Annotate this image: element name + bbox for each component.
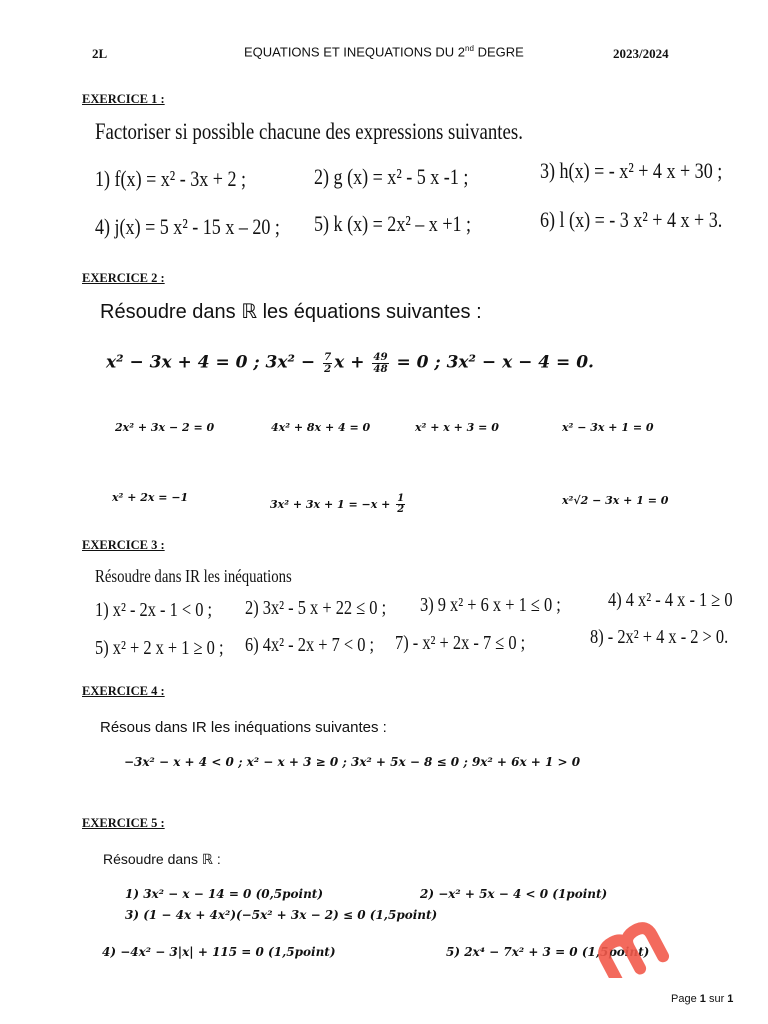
exercise-4-inequations: −3x² − x + 4 < 0 ; x² − x + 3 ≥ 0 ; 3x² + 5x − 8 ≤ 0 ; 9x² + 6x + 1 > 0 [124,755,581,769]
exercise-4-intro: Résous dans IR les inéquations suivantes : [100,719,387,736]
exercise-3-item-2: 2) 3x² - 5 x + 22 ≤ 0 ; [245,597,387,619]
class-label: 2L [92,46,108,61]
exercise-4-title: EXERCICE 4 : [82,684,165,698]
exercise-5-item-4: 4) −4x² − 3|x| + 115 = 0 (1,5point) [102,945,336,959]
fraction-7-2: $\frac{7}{2}$ [324,351,332,375]
exercise-2-eq-2: 4x² + 8x + 4 = 0 [271,421,371,434]
eq-part-b: x + [334,352,371,373]
exercise-3-item-8: 8) - 2x² + 4 x - 2 > 0. [590,626,729,648]
exercise-2-eq-1: 2x² + 3x − 2 = 0 [115,421,215,434]
exercise-3-item-7: 7) - x² + 2x - 7 ≤ 0 ; [395,632,526,654]
exercise-2-eq-5: x² + 2x = −1 [112,491,189,504]
exercise-2-main-equations [106,352,594,374]
eq-part-a: x² − 3x + 4 = 0 ; 3x² − [106,352,322,373]
exercise-3-item-6: 6) 4x² - 2x + 7 < 0 ; [245,634,375,656]
exercise-5-item-3: 3) (1 − 4x + 4x²)(−5x² + 3x − 2) ≤ 0 (1,5point) [125,908,438,922]
exercise-3-intro: Résoudre dans IR les inéquations [95,566,292,586]
exercise-5-item-5: 5) 2x⁴ − 7x² + 3 = 0 (1,5point) [446,945,650,959]
exercise-2-eq-3: x² + x + 3 = 0 [415,421,499,434]
page-footer: Page 1 sur 1 [671,993,734,1005]
exercise-5-item-2: 2) −x² + 5x − 4 < 0 (1point) [420,887,608,901]
title-main: EQUATIONS ET INEQUATIONS DU 2 [244,44,466,60]
exercise-3-item-4: 4) 4 x² - 4 x - 1 ≥ 0 [608,589,733,611]
exercise-3-item-5: 5) x² + 2 x + 1 ≥ 0 ; [95,637,224,659]
exercise-2-eq-7: x²√2 − 3x + 1 = 0 [562,494,669,507]
title-end: DEGRE [473,44,524,60]
exercise-1-item-3: 3) h(x) = - x² + 4 x + 30 ; [540,158,723,183]
exercise-2-eq-4: x² − 3x + 1 = 0 [562,421,654,434]
school-year: 2023/2024 [613,46,669,61]
exercise-3-item-1: 1) x² - 2x - 1 < 0 ; [95,599,213,621]
watermark-stroke [600,924,663,978]
fraction-49-48: $\frac{49}{48}$ [373,351,388,375]
exercise-1-item-2: 2) g (x) = x² - 5 x -1 ; [314,164,469,189]
fraction-1-2: $\frac{1}{2}$ [397,493,405,516]
exercise-1-item-5: 5) k (x) = 2x² – x +1 ; [314,211,472,236]
title-sup: nd [465,44,474,53]
eq-part-c: = 0 ; 3x² − x − 4 = 0. [390,352,594,373]
exercise-1-item-4: 4) j(x) = 5 x² - 15 x – 20 ; [95,214,280,239]
exercise-1-item-6: 6) l (x) = - 3 x² + 4 x + 3. [540,207,723,232]
exercise-1-item-1: 1) f(x) = x² - 3x + 2 ; [95,166,247,191]
exercise-1-intro: Factoriser si possible chacune des expressions suivantes. [95,119,523,144]
exercise-3-title: EXERCICE 3 : [82,538,165,552]
exercise-5-title: EXERCICE 5 : [82,816,165,830]
exercise-3-item-3: 3) 9 x² + 6 x + 1 ≤ 0 ; [420,594,561,616]
exercise-1-title: EXERCICE 1 : [82,92,165,106]
watermark-logo-icon [592,916,688,978]
document-title [244,44,524,59]
exercise-2-title: EXERCICE 2 : [82,271,165,285]
exercise-2-intro: Résoudre dans ℝ les équations suivantes : [100,301,482,323]
exercise-2-eq-6: 3x² + 3x + 1 = −x + $\frac{1}{2}$ [270,493,405,516]
exercise-5-item-1: 1) 3x² − x − 14 = 0 (0,5point) [125,887,324,901]
exercise-5-intro: Résoudre dans ℝ : [103,851,221,867]
